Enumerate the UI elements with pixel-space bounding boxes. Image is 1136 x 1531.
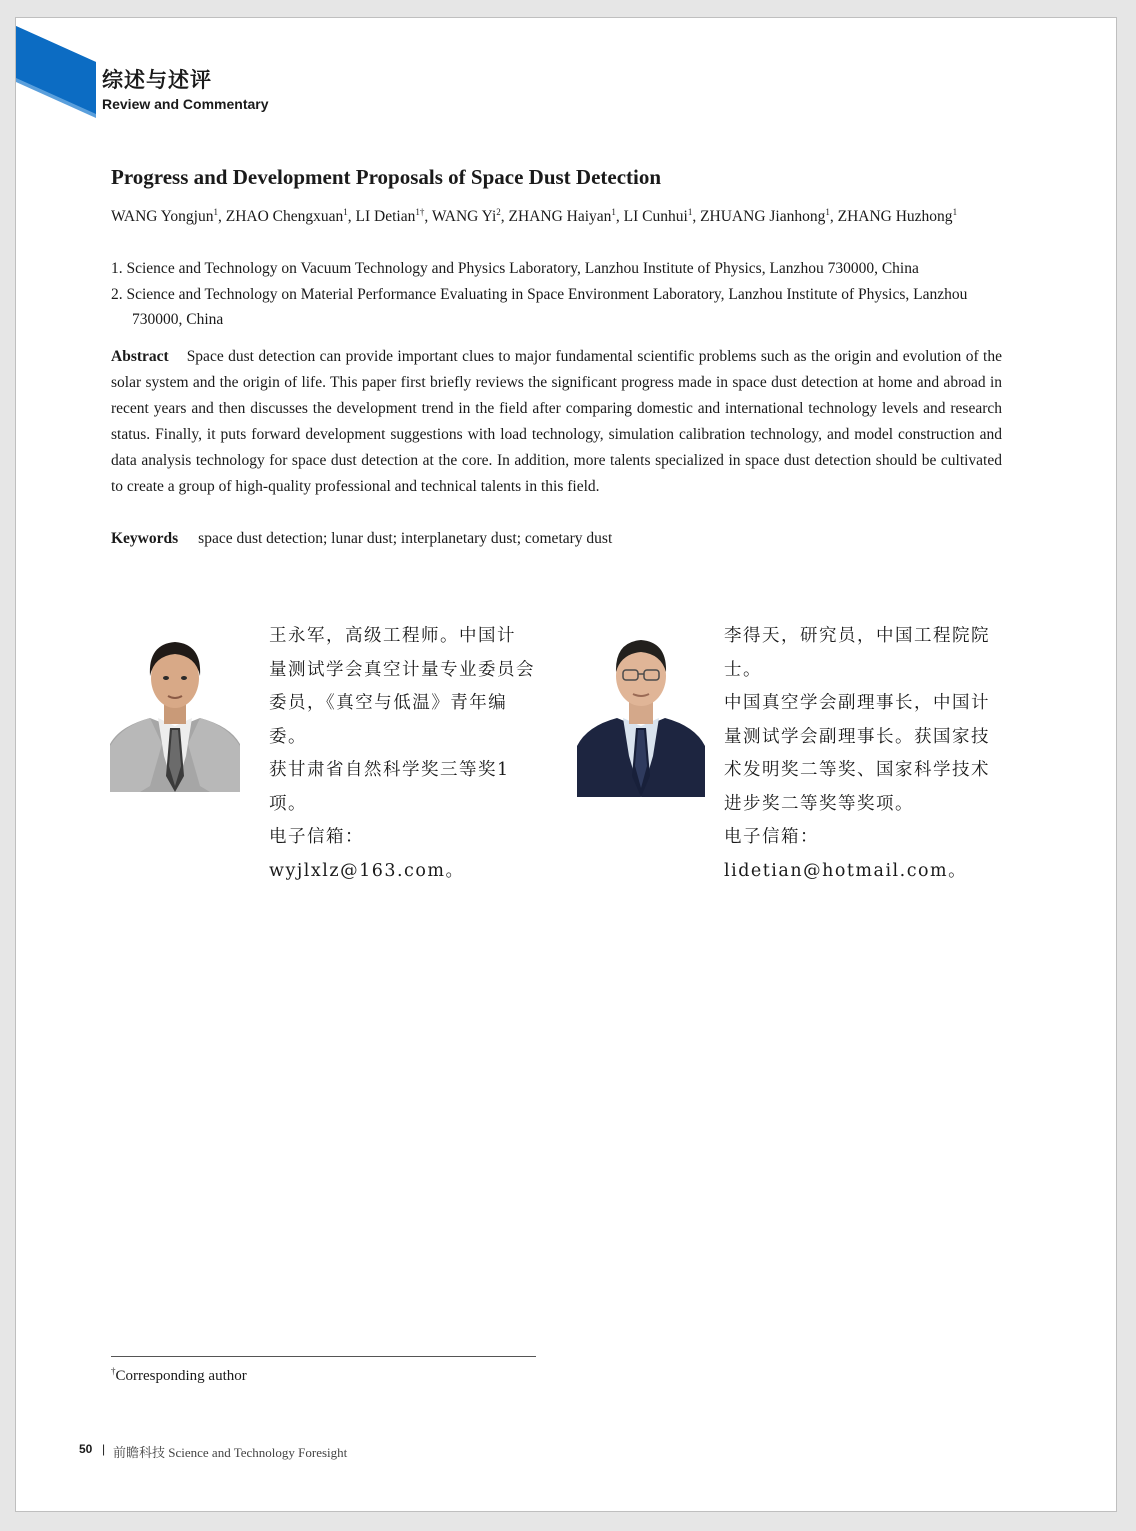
section-corner-mark — [16, 18, 96, 118]
author: ZHUANG Jianhong$^1$ — [700, 207, 830, 225]
author: LI Cunhui$^1$ — [623, 207, 693, 225]
abstract-text: Space dust detection can provide important clues to major fundamental scientific problems such as the origin and evolution of the solar system and the origin of life. This paper first briefly reviews the significant progress made in space dust detection at home and abroad in recent years and then discusses the development trend in the field after comparing domestic and international technology levels and research status. Finally, it puts forward development suggestions with load technology, simulation calibration technology, and model construction and data analysis technology for space dust detection at the core. In addition, more talents specialized in space dust detection should be cultivated to create a group of high-quality professional and technical talents in this field. — [111, 348, 1002, 495]
author: ZHANG Haiyan$^1$ — [508, 207, 616, 225]
author-bio-wang-yongjun: 王永军，高级工程师。中国计 量测试学会真空计量专业委员会 委员，《真空与低温》青年编委。 获甘肃省自然科学奖三等奖1项。 电子信箱：wyjlxlz@163.com。 — [269, 626, 535, 881]
section-title-cn: 综述与述评 — [102, 68, 212, 92]
keywords-label: Keywords — [111, 530, 179, 547]
abstract-label: Abstract — [111, 348, 169, 365]
footer-separator: | — [102, 1442, 106, 1456]
journal-page — [15, 17, 1117, 1512]
author: WANG Yongjun$^1$ — [111, 207, 218, 225]
author-bio-li-detian: 李得天，研究员，中国工程院院士。 中国真空学会副理事长，中国计 量测试学会副理事长。获国家技 术发明奖二等奖、国家科学技术 进步奖二等奖等奖项。 电子信箱：lidetian@hotmail.com。 — [724, 626, 990, 881]
journal-name: 前瞻科技 Science and Technology Foresight — [113, 1445, 348, 1460]
author-list: WANG Yongjun$^1$, ZHAO Chengxuan$^1$, LI Detian$^{1\dagger}$, WANG Yi$^2$, ZHANG Haiyan$^1$, LI Cunhui$^1$, ZHUANG Jianhong$^1$, ZHANG Huzhong$^1$ — [111, 207, 958, 225]
author: LI Detian$^{1\dagger}$ — [355, 207, 425, 225]
article-title: Progress and Development Proposals of Space Dust Detection — [111, 165, 662, 189]
affiliation-1: 1. Science and Technology on Vacuum Technology and Physics Laboratory, Lanzhou Institute of Physics, Lanzhou 730000, China — [111, 260, 919, 277]
abstract — [111, 344, 1002, 500]
keywords — [111, 526, 1002, 552]
section-title-en: Review and Commentary — [102, 96, 269, 112]
footnote: †Corresponding author — [111, 1366, 247, 1384]
affiliation-2: 2. Science and Technology on Material Performance Evaluating in Space Environment Laboratory, Lanzhou Institute of Physics, Lanzhou 730000, China — [111, 285, 968, 328]
author: ZHAO Chengxuan$^1$ — [225, 207, 348, 225]
page-number: 50 — [79, 1442, 93, 1456]
keywords-text: space dust detection; lunar dust; interplanetary dust; cometary dust — [198, 530, 613, 547]
author: ZHANG Huzhong$^1$ — [837, 207, 958, 225]
author: WANG Yi$^2$ — [431, 207, 501, 225]
author-photo-wang-yongjun — [110, 626, 240, 792]
footnote-rule — [111, 1356, 536, 1357]
author-photo-li-detian — [577, 626, 705, 797]
affiliation-list — [111, 256, 1002, 333]
